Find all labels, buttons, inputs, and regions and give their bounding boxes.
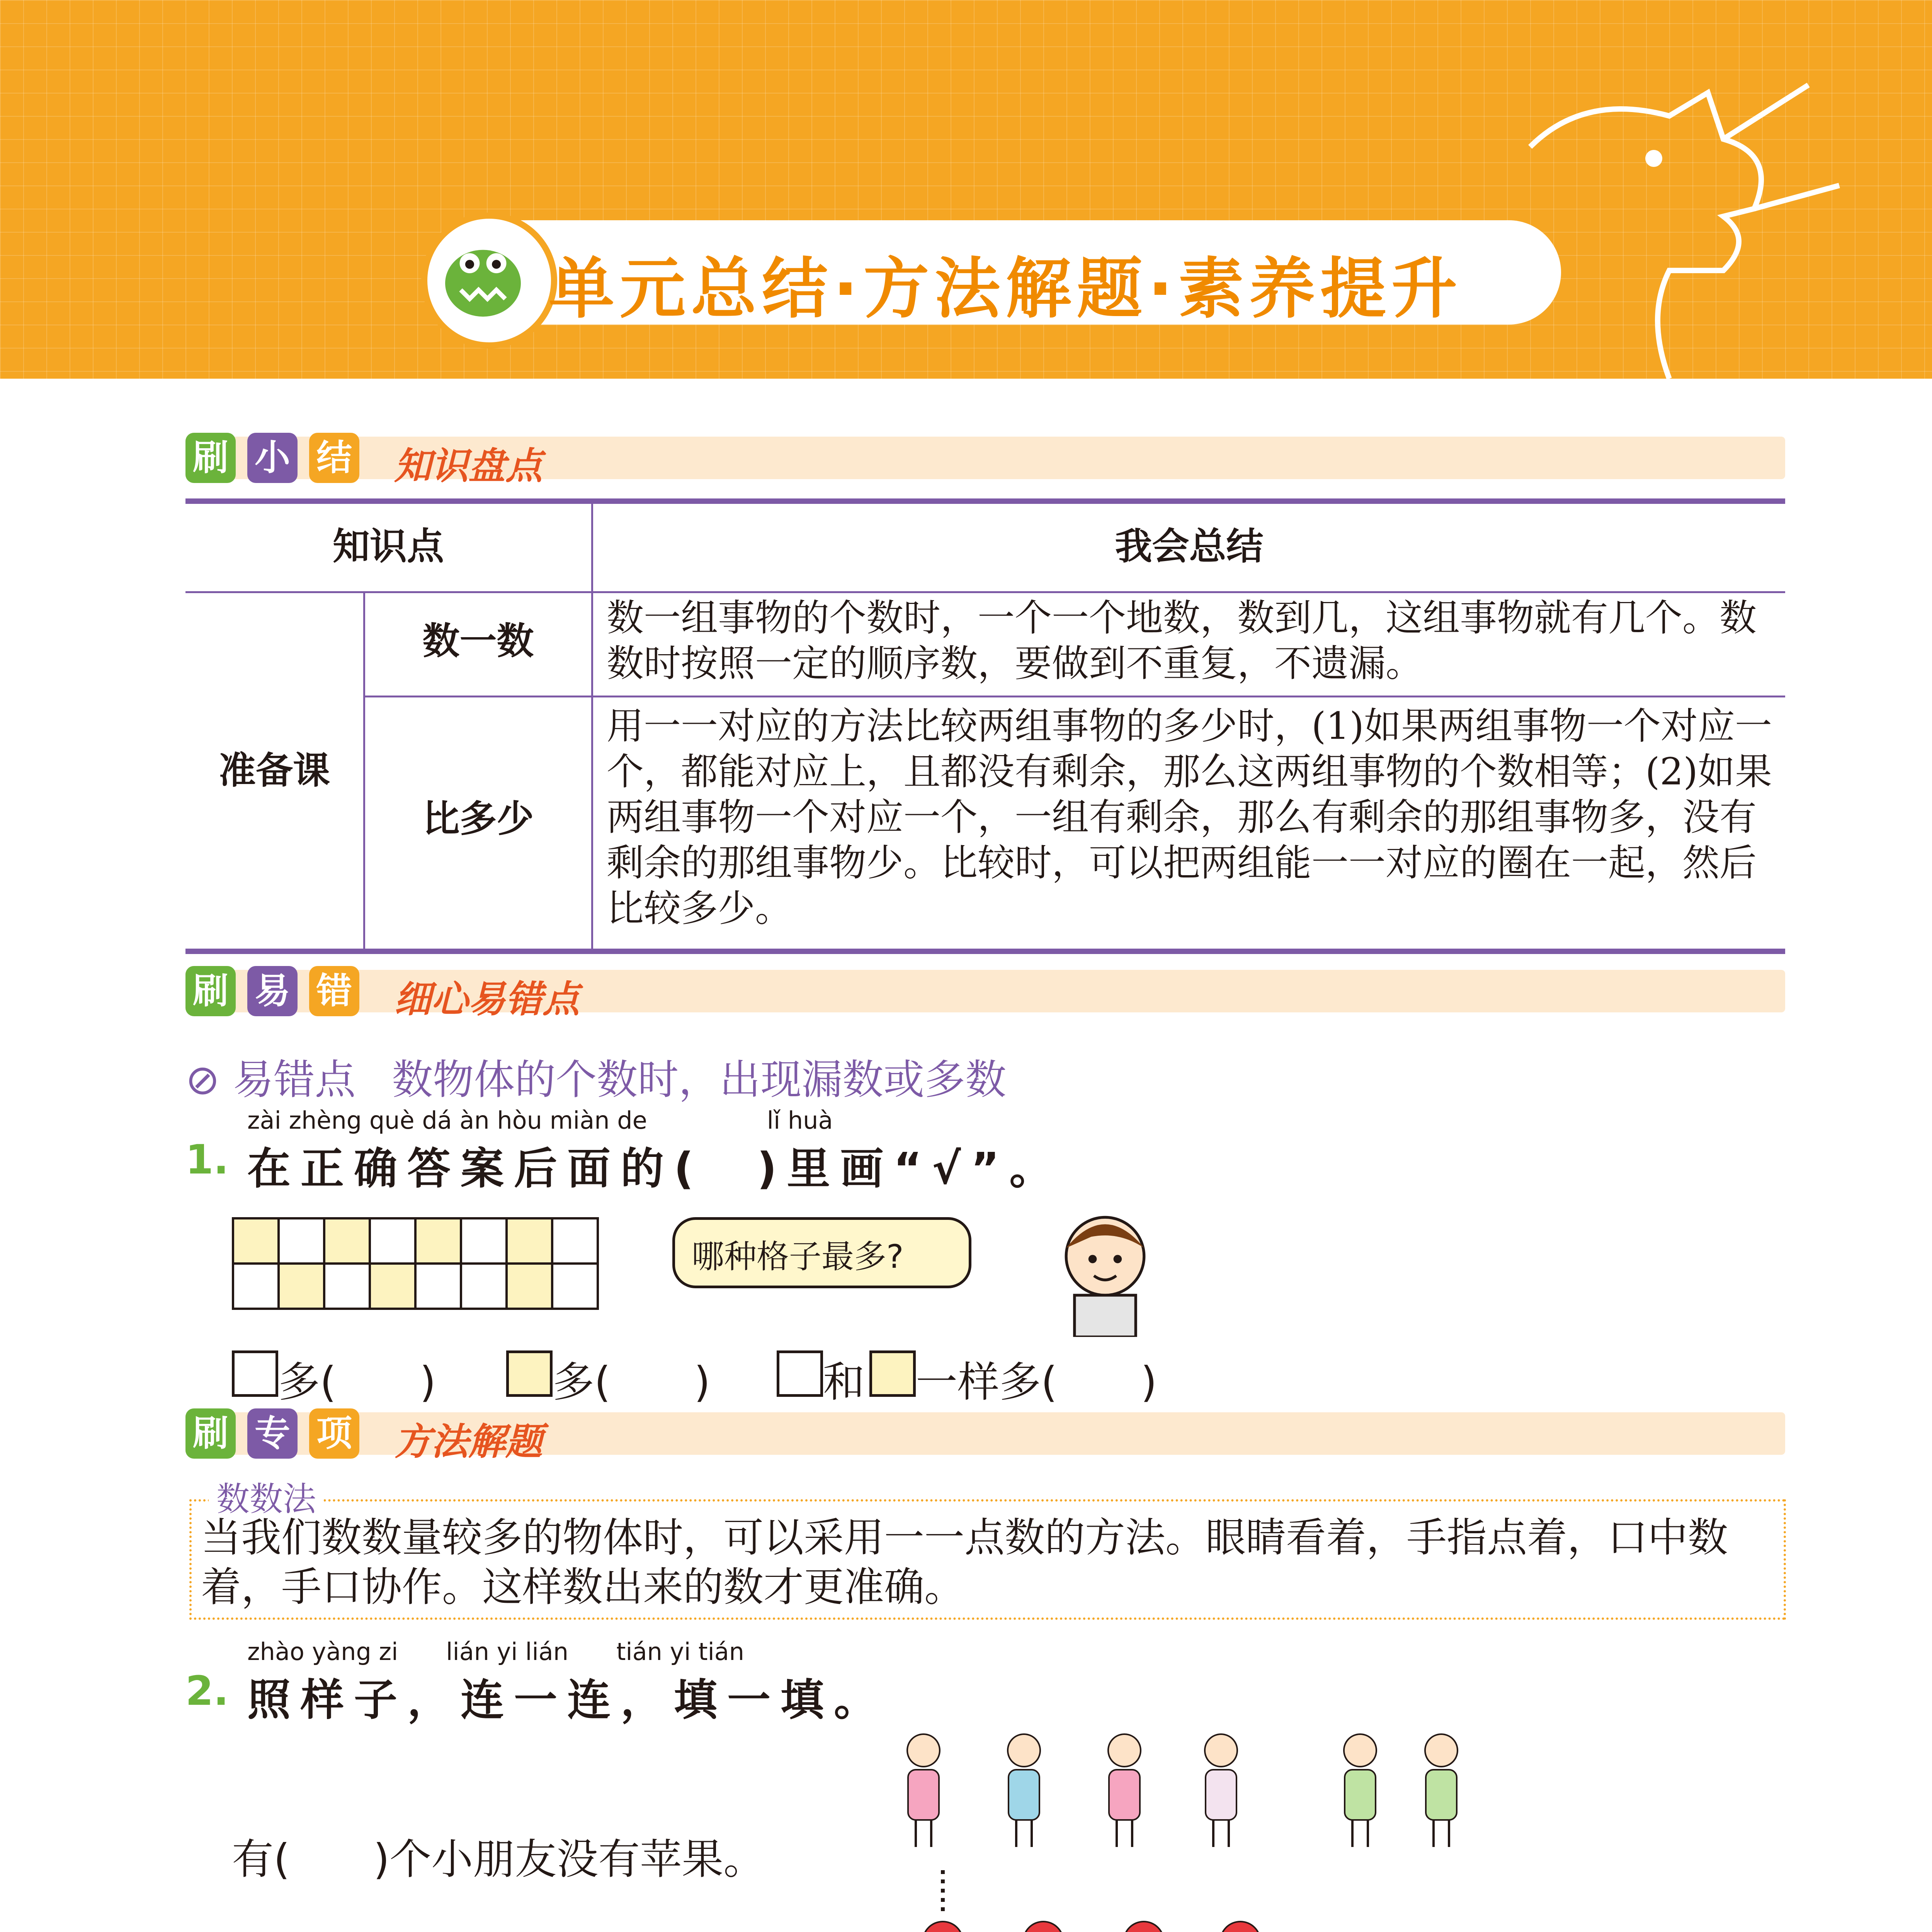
children-apples-illustration (900, 1731, 1488, 1932)
special-chip-3: 项 (309, 1408, 359, 1459)
child-icons (907, 1734, 1458, 1847)
boy-illustration-icon (1036, 1198, 1175, 1337)
summary-subtitle: 知识盘点 (394, 444, 543, 488)
mistakes-chip-2: 易 (247, 966, 298, 1016)
table-row-1-summary: 数一组事物的个数时，一个一个地数，数到几，这组事物就有几个。数数时按照一定的顺序数，要做到不重复，不遗漏。 (607, 596, 1757, 685)
special-chip-2: 专 (247, 1408, 298, 1459)
special-chip-1: 刷 (185, 1408, 236, 1459)
mistake-point (185, 1047, 1006, 1106)
table-row-2-point: 比多少 (422, 797, 534, 840)
q2-answer: 有( )个小朋友没有苹果。 (232, 1835, 765, 1884)
white-square-sample (232, 1350, 278, 1397)
q1-option-3: 一样多( ) (916, 1358, 1157, 1406)
apple-icons (923, 1922, 1260, 1932)
yellow-square-sample-2 (869, 1350, 916, 1397)
summary-chip-3: 结 (309, 433, 359, 483)
mistakes-subtitle: 细心易错点 (394, 978, 580, 1021)
table-header-divider (185, 591, 1785, 593)
q1-number: 1. (185, 1136, 229, 1183)
q1-pinyin: zài zhèng què dá àn hòu miàn de lǐ huà (247, 1106, 833, 1134)
q2-text: 照样子，连一连，填一填。 (247, 1675, 887, 1725)
method-text: 当我们数数量较多的物体时，可以采用一一点数的方法。眼睛看着，手指点着，口中数着，手口协作。这样数出来的数才更准确。 (201, 1514, 1728, 1611)
special-subtitle: 方法解题 (394, 1420, 543, 1463)
summary-chip-1: 刷 (185, 433, 236, 483)
table-row-2-summary: 用一一对应的方法比较两组事物的多少时，(1)如果两组事物一个对应一个，都能对应上，且都没有剩余，那么这两组事物的个数相等；(2)如果两组事物一个对应一个，一组有剩余，那么有剩余的那组事物多，没有剩余的那组事物少。比较时，可以把两组能一一对应的圈在一起，然后比较多少。 (607, 704, 1772, 930)
yellow-square-sample (506, 1350, 553, 1397)
mistake-point-text: 数物体的个数时，出现漏数或多数 (392, 1056, 1007, 1104)
wolf-illustration-icon (1507, 70, 1855, 386)
white-square-sample-2 (777, 1350, 823, 1397)
table-row-1-point: 数一数 (422, 619, 534, 663)
table-top-border (185, 498, 1785, 504)
table-row-divider (363, 696, 1785, 697)
mistakes-chip-3: 错 (309, 966, 359, 1016)
compass-icon: ⊘ (185, 1056, 220, 1104)
table-group-label: 准备课 (219, 749, 330, 792)
q2-pinyin: zhào yàng zi lián yi lián tián yi tián (247, 1638, 745, 1666)
summary-chip-2: 小 (247, 433, 298, 483)
table-bottom-border (185, 949, 1785, 954)
grid-cells (232, 1217, 603, 1310)
q1-option-3-and: 和 (823, 1358, 865, 1406)
q1-option-1: 多( ) (278, 1358, 436, 1406)
table-col-divider (591, 502, 593, 951)
q2-number: 2. (185, 1667, 229, 1714)
method-label: 数数法 (209, 1472, 324, 1520)
q1-text: 在正确答案后面的( )里画“√”。 (247, 1144, 1063, 1194)
q1-option-2: 多( ) (553, 1358, 711, 1406)
mistakes-chip-1: 刷 (185, 966, 236, 1016)
table-header-summary: 我会总结 (1115, 525, 1264, 568)
mistake-point-label: 易错点 (233, 1056, 356, 1104)
monster-icon (421, 213, 557, 349)
speech-bubble-text: 哪种格子最多? (692, 1238, 904, 1276)
table-header-knowledge-point: 知识点 (333, 525, 444, 568)
page-title: 单元总结·方法解题·素养提升 (549, 251, 1463, 327)
